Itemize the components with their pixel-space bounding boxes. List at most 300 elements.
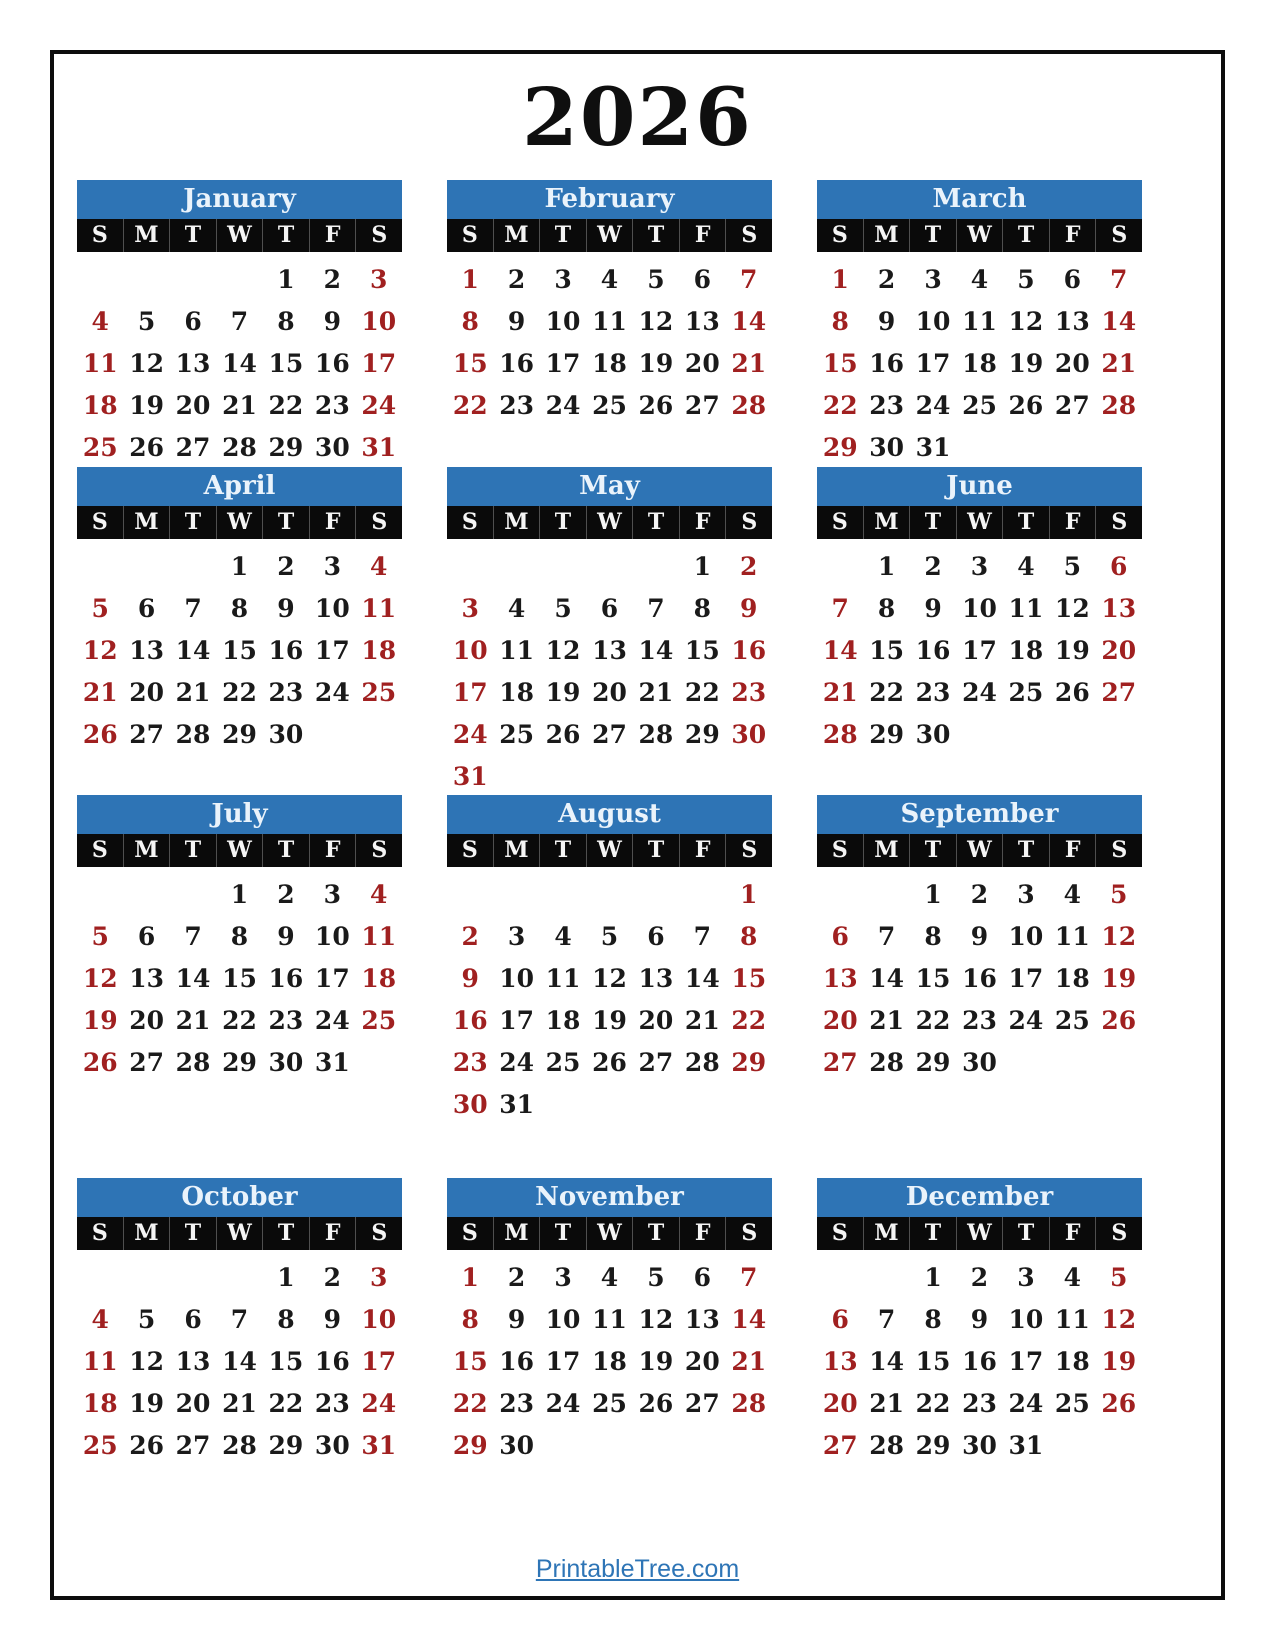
date-cell: 17	[962, 635, 997, 665]
weekday-initial: M	[863, 1217, 910, 1250]
date-cell: 24	[545, 1388, 581, 1418]
weekday-initial: T	[169, 1217, 216, 1250]
date-cell: 25	[82, 1430, 118, 1460]
date-cell: 14	[869, 963, 905, 993]
weekday-initial: T	[539, 834, 586, 867]
weekday-initial: T	[262, 834, 309, 867]
date-cell: 15	[915, 1346, 951, 1376]
weekday-initial: M	[493, 834, 540, 867]
date-cell: 31	[499, 1089, 535, 1119]
date-cell: 20	[684, 348, 720, 378]
week-row	[77, 1340, 402, 1382]
weekday-initial: S	[355, 834, 402, 867]
date-cell: 3	[554, 1262, 572, 1292]
date-cell: 14	[731, 1304, 767, 1334]
date-cell: 23	[869, 390, 905, 420]
weekday-initial: S	[461, 837, 478, 863]
weekday-initial: W	[216, 506, 263, 539]
date-cell: 6	[1110, 551, 1128, 581]
weekday-initial: W	[216, 834, 263, 867]
weekday-initial: T	[169, 506, 216, 539]
date-cell: 9	[277, 593, 295, 623]
date-cell: 22	[222, 677, 257, 707]
week-row	[447, 1382, 772, 1424]
date-cell: 20	[822, 1005, 858, 1035]
date-cell: 26	[82, 719, 118, 749]
date-cell: 24	[1008, 1388, 1044, 1418]
weekday-initial: M	[493, 1217, 540, 1250]
week-row	[77, 713, 402, 755]
weekday-initial: T	[262, 1217, 309, 1250]
date-cell: 10	[1008, 921, 1044, 951]
date-cell: 3	[970, 551, 989, 581]
month-dates	[817, 252, 1142, 468]
date-cell: 21	[1101, 348, 1137, 378]
weekday-initial: T	[169, 834, 216, 867]
weekday-initial: M	[123, 1217, 170, 1250]
date-cell: 24	[1008, 1005, 1044, 1035]
date-cell: 24	[962, 677, 997, 707]
weekday-header-row	[817, 1217, 1142, 1250]
month-block	[77, 795, 402, 1083]
date-cell: 8	[277, 306, 295, 336]
date-cell: 25	[361, 1005, 397, 1035]
date-cell: 25	[1008, 677, 1044, 707]
weekday-header-row	[817, 506, 1142, 539]
week-row	[447, 1340, 772, 1382]
date-cell: 8	[230, 921, 249, 951]
date-cell: 28	[869, 1047, 905, 1077]
date-cell: 21	[222, 390, 257, 420]
weekday-initial: F	[1049, 1217, 1096, 1250]
weekday-initial: S	[461, 1220, 478, 1246]
date-cell: 27	[822, 1430, 858, 1460]
date-cell: 7	[230, 306, 249, 336]
date-cell: 28	[869, 1430, 905, 1460]
weekday-initial: W	[956, 834, 1003, 867]
date-cell: 4	[1017, 551, 1035, 581]
date-cell: 13	[592, 635, 627, 665]
week-row	[817, 873, 1142, 915]
date-cell: 26	[1008, 390, 1044, 420]
date-cell: 17	[915, 348, 951, 378]
weekday-header-row	[447, 834, 772, 867]
date-cell: 11	[962, 306, 997, 336]
date-cell: 5	[91, 921, 109, 951]
month-title: February	[447, 180, 772, 219]
date-cell: 4	[600, 264, 619, 294]
date-cell: 23	[452, 1047, 488, 1077]
date-cell: 29	[869, 719, 905, 749]
week-row	[447, 957, 772, 999]
weekday-initial: T	[1002, 219, 1049, 252]
date-cell: 24	[915, 390, 951, 420]
date-cell: 5	[554, 593, 572, 623]
footer	[54, 1555, 1221, 1584]
date-cell: 11	[1054, 1304, 1090, 1334]
date-cell: 27	[129, 1047, 165, 1077]
date-cell: 2	[507, 264, 526, 294]
weekday-initial: W	[956, 219, 1003, 252]
week-row	[447, 915, 772, 957]
date-cell: 8	[277, 1304, 295, 1334]
date-cell: 20	[175, 1388, 211, 1418]
date-cell: 28	[1101, 390, 1137, 420]
printabletree-link[interactable]: PrintableTree.com	[535, 1555, 740, 1583]
date-cell: 20	[175, 390, 211, 420]
date-cell: 24	[361, 1388, 397, 1418]
date-cell: 20	[1054, 348, 1090, 378]
date-cell: 13	[129, 635, 165, 665]
date-cell: 8	[230, 593, 249, 623]
date-cell: 19	[129, 390, 165, 420]
week-row	[817, 258, 1142, 300]
date-cell: 25	[962, 390, 997, 420]
week-row	[447, 342, 772, 384]
weekday-initial: S	[1095, 506, 1142, 539]
month-block	[77, 1178, 402, 1466]
month-title: November	[447, 1178, 772, 1217]
week-row	[817, 1382, 1142, 1424]
date-cell: 2	[970, 1262, 989, 1292]
date-cell: 21	[638, 677, 674, 707]
date-cell: 18	[361, 963, 397, 993]
date-cell: 13	[822, 1346, 858, 1376]
date-cell: 8	[924, 1304, 942, 1334]
month-dates	[447, 539, 772, 797]
date-cell: 30	[268, 1047, 304, 1077]
week-row	[817, 545, 1142, 587]
date-cell: 20	[592, 677, 627, 707]
date-cell: 4	[507, 593, 526, 623]
weekday-initial: T	[909, 219, 956, 252]
week-row	[817, 384, 1142, 426]
date-cell: 10	[314, 921, 350, 951]
weekday-initial: S	[725, 834, 772, 867]
weekday-initial: T	[632, 506, 679, 539]
date-cell: 16	[268, 635, 304, 665]
date-cell: 28	[222, 1430, 257, 1460]
date-cell: 9	[970, 1304, 989, 1334]
date-cell: 7	[184, 921, 202, 951]
weekday-initial: S	[91, 837, 108, 863]
date-cell: 7	[647, 593, 665, 623]
week-row	[817, 426, 1142, 468]
weekday-header-row	[77, 506, 402, 539]
date-cell: 20	[129, 1005, 165, 1035]
date-cell: 18	[1054, 963, 1090, 993]
date-cell: 17	[314, 963, 350, 993]
date-cell: 27	[175, 1430, 211, 1460]
date-cell: 22	[222, 1005, 257, 1035]
weekday-initial: W	[956, 1217, 1003, 1250]
date-cell: 3	[924, 264, 942, 294]
date-cell: 24	[314, 1005, 350, 1035]
date-cell: 14	[222, 1346, 257, 1376]
date-cell: 13	[175, 1346, 211, 1376]
date-cell: 15	[915, 963, 951, 993]
date-cell: 17	[545, 348, 581, 378]
week-row	[447, 629, 772, 671]
weekday-header-row	[77, 1217, 402, 1250]
date-cell: 3	[461, 593, 479, 623]
month-block	[817, 180, 1142, 468]
date-cell: 3	[554, 264, 572, 294]
date-cell: 26	[1101, 1005, 1137, 1035]
date-cell: 27	[592, 719, 627, 749]
date-cell: 11	[592, 1304, 627, 1334]
date-cell: 12	[82, 963, 118, 993]
date-cell: 6	[831, 1304, 849, 1334]
date-cell: 26	[129, 432, 165, 462]
weekday-initial: T	[262, 506, 309, 539]
date-cell: 3	[1017, 1262, 1035, 1292]
date-cell: 9	[877, 306, 896, 336]
date-cell: 6	[831, 921, 849, 951]
weekday-initial: T	[632, 834, 679, 867]
date-cell: 28	[822, 719, 858, 749]
date-cell: 23	[731, 677, 767, 707]
date-cell: 16	[499, 1346, 535, 1376]
weekday-initial: M	[493, 219, 540, 252]
week-row	[447, 545, 772, 587]
weekday-initial: T	[262, 219, 309, 252]
week-row	[817, 713, 1142, 755]
weekday-header-row	[77, 834, 402, 867]
date-cell: 29	[915, 1047, 951, 1077]
date-cell: 6	[137, 921, 156, 951]
date-cell: 6	[184, 1304, 202, 1334]
date-cell: 9	[507, 306, 526, 336]
date-cell: 19	[592, 1005, 627, 1035]
date-cell: 10	[1008, 1304, 1044, 1334]
date-cell: 21	[82, 677, 118, 707]
date-cell: 1	[924, 879, 942, 909]
date-cell: 9	[740, 593, 758, 623]
date-cell: 7	[1110, 264, 1128, 294]
date-cell: 18	[82, 390, 118, 420]
date-cell: 5	[1110, 879, 1128, 909]
weekday-initial: F	[1049, 506, 1096, 539]
date-cell: 23	[962, 1005, 997, 1035]
date-cell: 6	[693, 264, 712, 294]
date-cell: 23	[268, 677, 304, 707]
weekday-initial: F	[309, 506, 356, 539]
date-cell: 15	[268, 1346, 304, 1376]
week-row	[817, 1256, 1142, 1298]
date-cell: 13	[1054, 306, 1090, 336]
date-cell: 1	[461, 264, 479, 294]
date-cell: 8	[461, 1304, 479, 1334]
date-cell: 20	[1101, 635, 1137, 665]
date-cell: 9	[323, 306, 342, 336]
date-cell: 7	[184, 593, 202, 623]
month-dates	[817, 1250, 1142, 1466]
date-cell: 15	[869, 635, 905, 665]
date-cell: 26	[1054, 677, 1090, 707]
date-cell: 12	[129, 348, 165, 378]
date-cell: 21	[731, 348, 767, 378]
date-cell: 14	[684, 963, 720, 993]
date-cell: 29	[684, 719, 720, 749]
date-cell: 14	[638, 635, 674, 665]
date-cell: 19	[129, 1388, 165, 1418]
weekday-initial: T	[1002, 1217, 1049, 1250]
date-cell: 7	[877, 1304, 896, 1334]
weekday-header-row	[447, 1217, 772, 1250]
date-cell: 10	[361, 1304, 397, 1334]
date-cell: 12	[638, 1304, 674, 1334]
month-title: April	[77, 467, 402, 506]
date-cell: 2	[461, 921, 479, 951]
date-cell: 12	[545, 635, 581, 665]
date-cell: 31	[915, 432, 951, 462]
date-cell: 28	[731, 390, 767, 420]
date-cell: 27	[1054, 390, 1090, 420]
weekday-initial: S	[1095, 219, 1142, 252]
date-cell: 25	[82, 432, 118, 462]
date-cell: 2	[740, 551, 758, 581]
date-cell: 11	[361, 593, 397, 623]
date-cell: 16	[962, 963, 997, 993]
date-cell: 21	[684, 1005, 720, 1035]
date-cell: 8	[740, 921, 758, 951]
date-cell: 12	[592, 963, 627, 993]
date-cell: 9	[507, 1304, 526, 1334]
month-block	[817, 795, 1142, 1083]
month-dates	[447, 1250, 772, 1466]
date-cell: 28	[222, 432, 257, 462]
date-cell: 30	[499, 1430, 535, 1460]
date-cell: 2	[507, 1262, 526, 1292]
month-block	[447, 1178, 772, 1466]
date-cell: 19	[1101, 1346, 1137, 1376]
date-cell: 21	[222, 1388, 257, 1418]
date-cell: 14	[175, 963, 211, 993]
date-cell: 3	[323, 551, 342, 581]
date-cell: 17	[1008, 963, 1044, 993]
week-row	[77, 915, 402, 957]
month-dates	[817, 539, 1142, 755]
week-row	[77, 587, 402, 629]
date-cell: 24	[314, 677, 350, 707]
date-cell: 17	[314, 635, 350, 665]
week-row	[77, 1298, 402, 1340]
date-cell: 7	[740, 1262, 758, 1292]
date-cell: 27	[684, 390, 720, 420]
date-cell: 23	[314, 1388, 350, 1418]
date-cell: 23	[314, 390, 350, 420]
date-cell: 3	[370, 264, 388, 294]
date-cell: 10	[545, 306, 581, 336]
date-cell: 19	[638, 348, 674, 378]
week-row	[447, 873, 772, 915]
date-cell: 14	[869, 1346, 905, 1376]
week-row	[77, 342, 402, 384]
date-cell: 19	[1101, 963, 1137, 993]
date-cell: 30	[314, 432, 350, 462]
date-cell: 15	[731, 963, 767, 993]
weekday-initial: S	[831, 1220, 848, 1246]
week-row	[77, 999, 402, 1041]
weekday-initial: W	[586, 506, 633, 539]
date-cell: 12	[1054, 593, 1090, 623]
date-cell: 4	[91, 306, 109, 336]
date-cell: 15	[822, 348, 858, 378]
weekday-initial: W	[216, 1217, 263, 1250]
date-cell: 9	[277, 921, 295, 951]
weekday-initial: T	[632, 219, 679, 252]
week-row	[77, 1041, 402, 1083]
date-cell: 23	[962, 1388, 997, 1418]
date-cell: 12	[82, 635, 118, 665]
date-cell: 12	[1101, 1304, 1137, 1334]
week-row	[447, 1256, 772, 1298]
date-cell: 4	[370, 879, 388, 909]
date-cell: 4	[970, 264, 989, 294]
date-cell: 7	[740, 264, 758, 294]
date-cell: 18	[361, 635, 397, 665]
date-cell: 14	[222, 348, 257, 378]
weekday-initial: T	[539, 1217, 586, 1250]
month-block	[447, 467, 772, 797]
weekday-initial: S	[725, 506, 772, 539]
weekday-initial: S	[725, 1217, 772, 1250]
date-cell: 30	[962, 1430, 997, 1460]
date-cell: 26	[129, 1430, 165, 1460]
date-cell: 27	[822, 1047, 858, 1077]
date-cell: 7	[877, 921, 896, 951]
date-cell: 9	[461, 963, 479, 993]
date-cell: 13	[1101, 593, 1137, 623]
date-cell: 22	[822, 390, 858, 420]
week-row	[817, 342, 1142, 384]
date-cell: 29	[222, 719, 257, 749]
date-cell: 13	[684, 306, 720, 336]
month-block	[817, 467, 1142, 755]
weekday-initial: T	[1002, 834, 1049, 867]
date-cell: 7	[831, 593, 849, 623]
date-cell: 8	[877, 593, 896, 623]
week-row	[77, 957, 402, 999]
date-cell: 16	[452, 1005, 488, 1035]
date-cell: 18	[592, 1346, 627, 1376]
date-cell: 25	[545, 1047, 581, 1077]
date-cell: 1	[230, 879, 249, 909]
week-row	[447, 1083, 772, 1125]
date-cell: 2	[277, 879, 295, 909]
week-row	[447, 1298, 772, 1340]
weekday-initial: M	[493, 506, 540, 539]
date-cell: 13	[684, 1304, 720, 1334]
date-cell: 4	[1063, 1262, 1082, 1292]
date-cell: 16	[915, 635, 951, 665]
date-cell: 21	[175, 677, 211, 707]
weekday-initial: F	[309, 834, 356, 867]
date-cell: 1	[277, 264, 295, 294]
weekday-initial: M	[123, 506, 170, 539]
date-cell: 6	[693, 1262, 712, 1292]
weekday-initial: T	[169, 219, 216, 252]
date-cell: 16	[314, 1346, 350, 1376]
month-dates	[817, 867, 1142, 1083]
week-row	[447, 755, 772, 797]
date-cell: 9	[970, 921, 989, 951]
weekday-initial: S	[461, 509, 478, 535]
date-cell: 25	[499, 719, 535, 749]
date-cell: 22	[869, 677, 905, 707]
weekday-initial: F	[679, 1217, 726, 1250]
